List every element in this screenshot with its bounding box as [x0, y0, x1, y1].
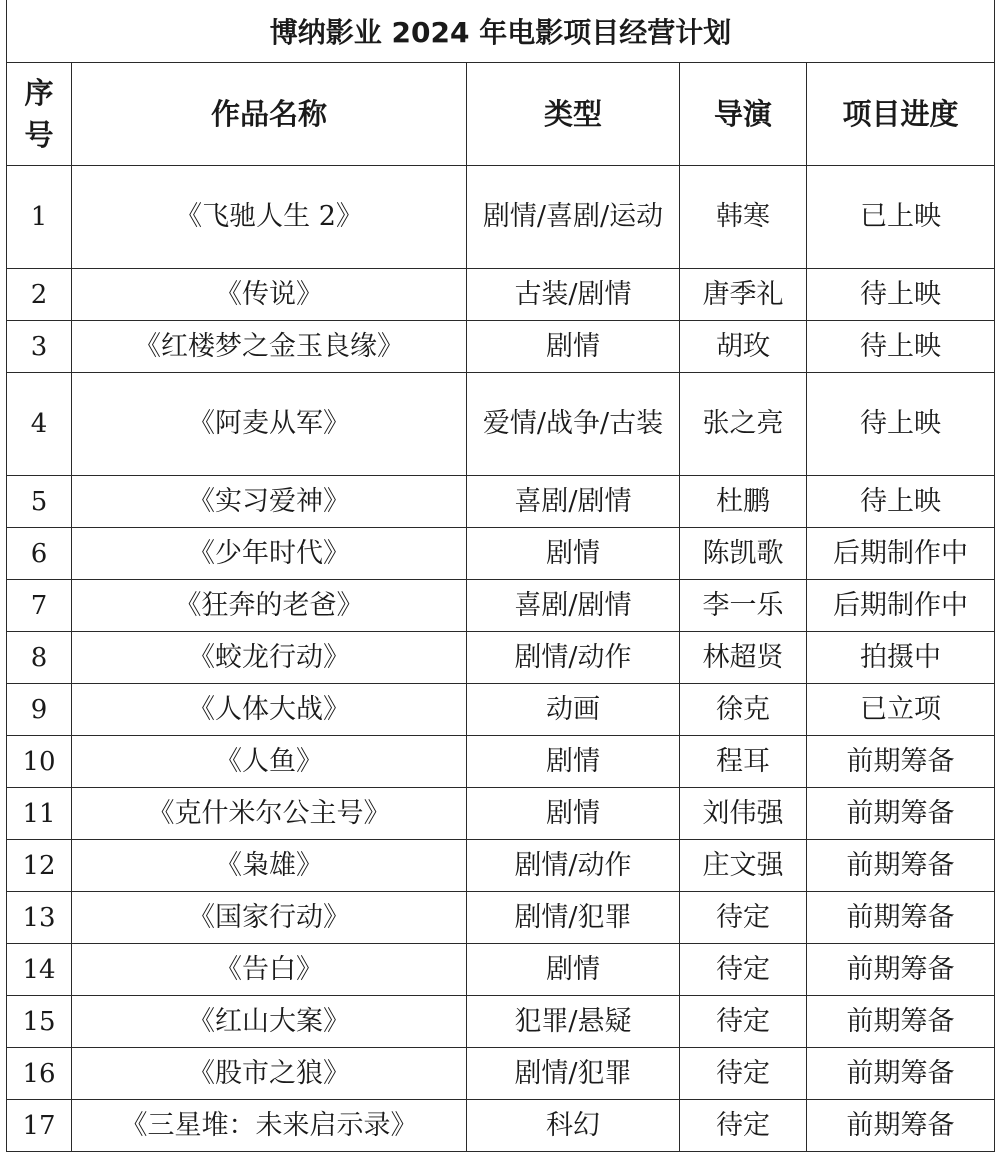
film-name: 《股市之狼》: [72, 1048, 467, 1100]
genre: 犯罪/悬疑: [467, 996, 680, 1048]
row-number: 15: [7, 996, 72, 1048]
film-name: 《狂奔的老爸》: [72, 580, 467, 632]
film-name: 《告白》: [72, 944, 467, 996]
director: 杜鹏: [680, 476, 807, 528]
film-name: 《人体大战》: [72, 684, 467, 736]
table-row: [7, 840, 995, 892]
genre: 动画: [467, 684, 680, 736]
director: 刘伟强: [680, 788, 807, 840]
table-row: [7, 528, 995, 580]
genre: 剧情/犯罪: [467, 1048, 680, 1100]
film-name: 《蛟龙行动》: [72, 632, 467, 684]
row-number: 10: [7, 736, 72, 788]
row-number: 12: [7, 840, 72, 892]
table-row: [7, 944, 995, 996]
table-row: [7, 788, 995, 840]
project-status: 前期筹备: [807, 1048, 995, 1100]
table-row: [7, 373, 995, 476]
film-name: 《国家行动》: [72, 892, 467, 944]
row-number: 16: [7, 1048, 72, 1100]
header-genre: 类型: [467, 63, 680, 166]
table-header-row: [7, 63, 995, 166]
film-name: 《少年时代》: [72, 528, 467, 580]
project-status: 后期制作中: [807, 528, 995, 580]
project-status: 前期筹备: [807, 892, 995, 944]
table-row: [7, 632, 995, 684]
director: 待定: [680, 1048, 807, 1100]
genre: 古装/剧情: [467, 269, 680, 321]
genre: 剧情: [467, 944, 680, 996]
genre: 剧情: [467, 788, 680, 840]
genre: 剧情/动作: [467, 840, 680, 892]
header-seq-line2: 号: [24, 118, 54, 152]
row-number: 9: [7, 684, 72, 736]
header-seq-line1: 序: [24, 76, 54, 110]
director: 张之亮: [680, 373, 807, 476]
film-name: 《飞驰人生 2》: [72, 166, 467, 269]
film-name: 《枭雄》: [72, 840, 467, 892]
table-row: [7, 684, 995, 736]
film-name: 《阿麦从军》: [72, 373, 467, 476]
director: 待定: [680, 892, 807, 944]
director: 胡玫: [680, 321, 807, 373]
header-name: 作品名称: [72, 63, 467, 166]
row-number: 14: [7, 944, 72, 996]
genre: 科幻: [467, 1100, 680, 1152]
row-number: 6: [7, 528, 72, 580]
row-number: 17: [7, 1100, 72, 1152]
film-name: 《人鱼》: [72, 736, 467, 788]
table-body: [7, 166, 995, 1152]
project-status: 前期筹备: [807, 840, 995, 892]
project-status: 前期筹备: [807, 736, 995, 788]
genre: 喜剧/剧情: [467, 476, 680, 528]
director: 徐克: [680, 684, 807, 736]
genre-text: 剧情/喜剧/运动: [482, 201, 664, 232]
project-status: 待上映: [807, 269, 995, 321]
table-row: [7, 736, 995, 788]
row-number: 8: [7, 632, 72, 684]
project-plan-table: [6, 0, 995, 1152]
row-number: 2: [7, 269, 72, 321]
genre: 剧情/犯罪: [467, 892, 680, 944]
film-name: 《实习爱神》: [72, 476, 467, 528]
genre-text: 爱情/战争/古装: [482, 408, 664, 439]
film-name: 《克什米尔公主号》: [72, 788, 467, 840]
project-plan-document: [6, 0, 994, 1152]
header-director: 导演: [680, 63, 807, 166]
director: 待定: [680, 1100, 807, 1152]
table-row: [7, 1100, 995, 1152]
table-title: 博纳影业 2024 年电影项目经营计划: [7, 0, 995, 63]
project-status: 前期筹备: [807, 1100, 995, 1152]
table-row: [7, 996, 995, 1048]
director: 李一乐: [680, 580, 807, 632]
project-status: 已立项: [807, 684, 995, 736]
project-status: 拍摄中: [807, 632, 995, 684]
film-name: 《三星堆：未来启示录》: [72, 1100, 467, 1152]
row-number: 11: [7, 788, 72, 840]
genre: 剧情: [467, 321, 680, 373]
director: 待定: [680, 944, 807, 996]
table-row: [7, 269, 995, 321]
film-name: 《红楼梦之金玉良缘》: [72, 321, 467, 373]
genre: 剧情: [467, 736, 680, 788]
project-status: 前期筹备: [807, 996, 995, 1048]
genre: [467, 166, 680, 269]
table-row: [7, 580, 995, 632]
header-status: 项目进度: [807, 63, 995, 166]
director: 程耳: [680, 736, 807, 788]
project-status: 前期筹备: [807, 788, 995, 840]
project-status: 待上映: [807, 373, 995, 476]
row-number: 13: [7, 892, 72, 944]
row-number: 3: [7, 321, 72, 373]
row-number: 7: [7, 580, 72, 632]
row-number: 4: [7, 373, 72, 476]
project-status: 待上映: [807, 476, 995, 528]
genre: 喜剧/剧情: [467, 580, 680, 632]
table-row: [7, 476, 995, 528]
project-status: 已上映: [807, 166, 995, 269]
genre: 剧情: [467, 528, 680, 580]
table-row: [7, 1048, 995, 1100]
header-seq: [7, 63, 72, 166]
project-status: 待上映: [807, 321, 995, 373]
director: 庄文强: [680, 840, 807, 892]
table-row: [7, 321, 995, 373]
project-status: 后期制作中: [807, 580, 995, 632]
film-name: 《传说》: [72, 269, 467, 321]
director: 陈凯歌: [680, 528, 807, 580]
row-number: 1: [7, 166, 72, 269]
director: 唐季礼: [680, 269, 807, 321]
director: 待定: [680, 996, 807, 1048]
genre: [467, 373, 680, 476]
row-number: 5: [7, 476, 72, 528]
film-name: 《红山大案》: [72, 996, 467, 1048]
project-status: 前期筹备: [807, 944, 995, 996]
table-row: [7, 166, 995, 269]
director: 韩寒: [680, 166, 807, 269]
table-row: [7, 892, 995, 944]
genre: 剧情/动作: [467, 632, 680, 684]
director: 林超贤: [680, 632, 807, 684]
